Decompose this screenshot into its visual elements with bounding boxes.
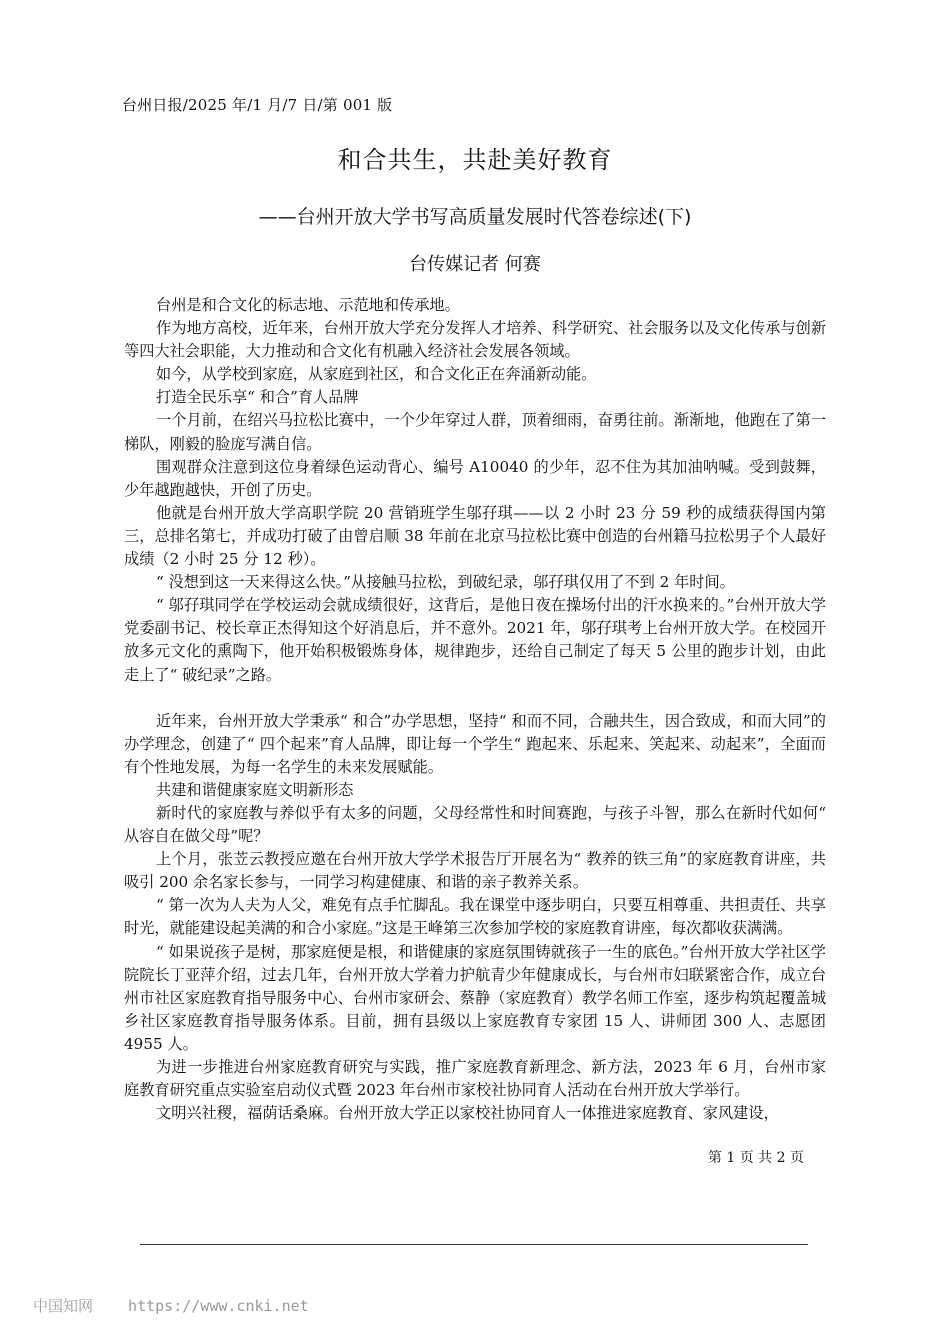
cnki-logo-text: 中国知网 <box>33 1297 94 1315</box>
paragraph: 近年来，台州开放大学秉承“ 和合”办学思想，坚持“ 和而不同，合融共生，因合致成，和而大同”的办学理念，创建了“ 四个起来”育人品牌，即让每一个学生“ 跑起来、乐起来、笑起来、动起来”，全面而有个性地发展，为每一名学生的未来发展赋能。 <box>124 711 826 776</box>
paragraph: “ 邬孖琪同学在学校运动会就成绩很好，这背后，是他日夜在操场付出的汗水换来的。”台州开放大学党委副书记、校长章正杰得知这个好消息后，并不意外。2021 年，邬孖琪考上台州开放大学。在校园开放多元文化的熏陶下，他开始积极锻炼身体，规律跑步，还给自己制定了每天 5 公里的跑步计划，由此走上了“ 破纪录”之路。 <box>124 596 826 684</box>
paragraph: 为进一步推进台州家庭教育研究与实践，推广家庭教育新理念、新方法，2023 年 6 月，台州市家庭教育研究重点实验室启动仪式暨 2023 年台州市家校社协同育人活动在台州开放大学举行。 <box>124 1058 826 1100</box>
article-byline: 台传媒记者 何赛 <box>409 254 541 275</box>
paragraph: 上个月，张苙云教授应邀在台州开放大学学术报告厅开展名为“ 教养的铁三角”的家庭教育讲座，共吸引 200 余名家长参与，一同学习构建健康、和谐的亲子教养关系。 <box>124 850 826 892</box>
paragraph: “ 没想到这一天来得这么快。”从接触马拉松，到破纪录，邬孖琪仅用了不到 2 年时间。 <box>156 573 735 592</box>
page-number: 第 1 页 共 2 页 <box>707 1150 804 1166</box>
newspaper-source: 台州日报/2025 年/1 月/7 日/第 001 版 <box>122 96 393 114</box>
section-heading: 共建和谐健康家庭文明新形态 <box>156 780 354 799</box>
article-subtitle: ——台州开放大学书写高质量发展时代答卷综述(下) <box>258 206 692 228</box>
section-heading: 打造全民乐享“ 和合”育人品牌 <box>156 388 359 407</box>
paragraph: 一个月前，在绍兴马拉松比赛中，一个少年穿过人群，顶着细雨，奋勇往前。渐渐地，他跑在了第一梯队，刚毅的脸庞写满自信。 <box>124 411 826 453</box>
paragraph: 如今，从学校到家庭，从家庭到社区，和合文化正在奔涌新动能。 <box>156 365 597 384</box>
paragraph: 围观群众注意到这位身着绿色运动背心、编号 A10040 的少年，忍不住为其加油呐喊。受到鼓舞，少年越跑越快，开创了历史。 <box>124 457 826 499</box>
paragraph: 他就是台州开放大学高职学院 20 营销班学生邬孖琪——以 2 小时 23 分 59 秒的成绩获得国内第三，总排名第七，并成功打破了由曾启顺 38 年前在北京马拉松比赛中创造的台州籍马拉松男子个人最好成绩（2 小时 25 分 12 秒）。 <box>124 503 826 569</box>
footer-divider <box>140 1244 808 1245</box>
article-body <box>124 294 826 1125</box>
article-title: 和合共生，共赴美好教育 <box>337 146 613 174</box>
paragraph: “ 如果说孩子是树，那家庭便是根，和谐健康的家庭氛围铸就孩子一生的底色。”台州开放大学社区学院院长丁亚萍介绍，过去几年，台州开放大学着力护航青少年健康成长，与台州市妇联紧密合作，成立台州市社区家庭教育指导服务中心、台州市家研会、蔡静（家庭教育）教学名师工作室，逐步构筑起覆盖城乡社区家庭教育指导服务体系。目前，拥有县级以上家庭教育专家团 15 人、讲师团 300 人、志愿团 4955 人。 <box>124 942 826 1053</box>
paragraph: “ 第一次为人夫为人父，难免有点手忙脚乱。我在课堂中逐步明白，只要互相尊重、共担责任、共享时光，就能建设起美满的和合小家庭。”这是王峰第三次参加学校的家庭教育讲座，每次都收获满满。 <box>124 896 826 938</box>
paragraph: 台州是和合文化的标志地、示范地和传承地。 <box>156 296 460 314</box>
cnki-watermark <box>33 1295 309 1316</box>
paragraph: 文明兴社稷，福荫话桑麻。台州开放大学正以家校社协同育人一体推进家庭教育、家风建设， <box>156 1104 779 1123</box>
cnki-url: https://www.cnki.net <box>128 1297 309 1315</box>
paragraph: 新时代的家庭教与养似乎有太多的问题，父母经常性和时间赛跑，与孩子斗智，那么在新时代如何“ 从容自在做父母”呢？ <box>124 803 826 846</box>
paragraph: 作为地方高校，近年来，台州开放大学充分发挥人才培养、科学研究、社会服务以及文化传承与创新等四大社会职能，大力推动和合文化有机融入经济社会发展各领域。 <box>124 319 826 361</box>
